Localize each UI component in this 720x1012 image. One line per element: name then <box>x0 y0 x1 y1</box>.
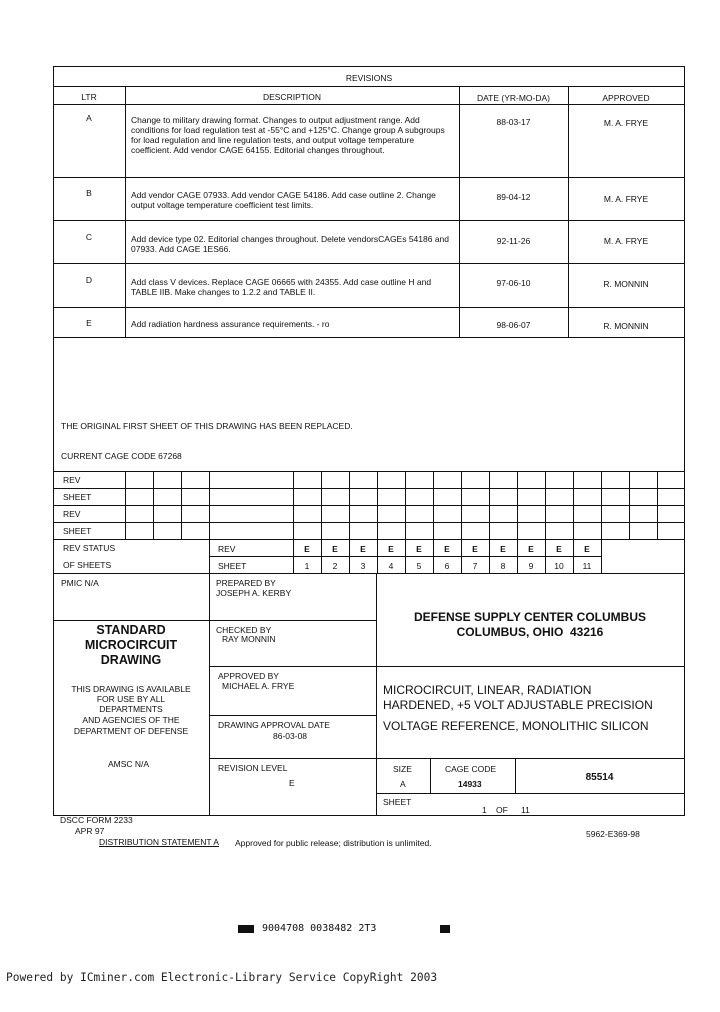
sheet-number-cell: 9 <box>528 561 534 571</box>
sheet-number-cell: 5 <box>416 561 422 571</box>
rev-status-cell: E <box>528 544 534 554</box>
sheet-number-cell: 10 <box>554 561 564 571</box>
sheet-label: SHEET <box>383 797 412 807</box>
of-sheets-label: OF SHEETS <box>63 560 112 570</box>
revision-level-label: REVISION LEVEL <box>218 763 288 773</box>
revision-ltr: C <box>85 232 93 242</box>
availability-line: FOR USE BY ALL <box>96 694 166 704</box>
rev-status-cell: E <box>556 544 562 554</box>
revision-description: Add radiation hardness assurance requirements. - ro <box>131 319 330 329</box>
revision-ltr: D <box>85 275 93 285</box>
microcircuit-line: MICROCIRCUIT <box>84 638 178 652</box>
availability-line: DEPARTMENTS <box>99 704 163 714</box>
sheet-number-cell: 8 <box>500 561 506 571</box>
col-date-header: DATE (YR-MO-DA) <box>476 93 551 103</box>
col-description-header: DESCRIPTION <box>262 92 322 102</box>
col-approved-header: APPROVED <box>602 93 650 103</box>
approved-by-name: MICHAEL A. FRYE <box>222 681 295 691</box>
revisions-title: REVISIONS <box>345 73 393 83</box>
drawing-title-line: VOLTAGE REFERENCE, MONOLITHIC SILICON <box>383 719 649 733</box>
dscc-address: COLUMBUS, OHIO 43216 <box>456 625 604 639</box>
revision-description: Add vendor CAGE 07933. Add vendor CAGE 54186. Add case outline 2. Change output voltage temperature coefficient test limits. <box>131 190 436 210</box>
revision-level-value: E <box>289 778 295 788</box>
revision-description: Add device type 02. Editorial changes throughout. Delete vendorsCAGEs 54186 and 07933. Add CAGE 1ES66. <box>131 234 450 254</box>
rev-status-cell: E <box>500 544 506 554</box>
sheet-value: 1 <box>482 805 487 815</box>
powered-by-watermark: Powered by ICminer.com Electronic-Library Service CopyRight 2003 <box>6 971 438 984</box>
revision-date: 89-04-12 <box>496 192 531 202</box>
rev-status-cell: E <box>332 544 338 554</box>
rev-status-cell: E <box>304 544 310 554</box>
availability-line: AND AGENCIES OF THE <box>82 715 180 725</box>
size-label: SIZE <box>393 764 412 774</box>
col-ltr-header: LTR <box>81 92 97 102</box>
prepared-by-name: JOSEPH A. KERBY <box>216 588 292 598</box>
revision-description: Add class V devices. Replace CAGE 06665 with 24355. Add case outline H and TABLE IIB. Make changes to 1.2.2 and TABLE II. <box>131 277 432 297</box>
of-label: OF <box>496 805 508 815</box>
revision-date: 97-06-10 <box>496 278 531 288</box>
drawing-title-line: MICROCIRCUIT, LINEAR, RADIATION <box>383 683 592 697</box>
replaced-note: THE ORIGINAL FIRST SHEET OF THIS DRAWING HAS BEEN REPLACED. <box>61 421 353 431</box>
revision-date: 98-06-07 <box>496 320 531 330</box>
form-date: APR 97 <box>75 826 105 836</box>
pmic-label: PMIC N/A <box>61 578 99 588</box>
sheet-number-cell: 4 <box>388 561 394 571</box>
approved-by-label: APPROVED BY <box>218 671 279 681</box>
drawing-title-line: HARDENED, +5 VOLT ADJUSTABLE PRECISION <box>383 698 653 712</box>
form-number: DSCC FORM 2233 <box>60 815 133 825</box>
revision-approved: M. A. FRYE <box>603 236 649 246</box>
cage-code-value: 14933 <box>458 779 482 789</box>
drawing-line: DRAWING <box>100 653 162 667</box>
cage-code-label: CAGE CODE <box>445 764 497 774</box>
availability-line: DEPARTMENT OF DEFENSE <box>73 726 189 736</box>
lower-rev-label: REV <box>63 509 81 519</box>
distribution-text: Approved for public release; distribution is unlimited. <box>235 838 432 848</box>
revision-approved: M. A. FRYE <box>603 194 649 204</box>
barcode-mark-right <box>440 925 450 933</box>
barcode-text: 9004708 0038482 2T3 <box>262 923 377 934</box>
revision-approved: R. MONNIN <box>603 321 649 331</box>
document-number: 5962-E369-98 <box>586 829 640 839</box>
sheet-number-cell: 11 <box>582 561 592 571</box>
dscc-name: DEFENSE SUPPLY CENTER COLUMBUS <box>413 610 647 624</box>
of-total-value: 11 <box>521 805 530 815</box>
sheet-number-cell: 6 <box>444 561 450 571</box>
approval-date-label: DRAWING APPROVAL DATE <box>218 720 330 730</box>
revision-ltr: A <box>86 113 92 123</box>
rev-status-cell: E <box>444 544 450 554</box>
rev-status-cell: E <box>584 544 590 554</box>
barcode-mark-left <box>238 925 254 933</box>
rev-status-cell: E <box>472 544 478 554</box>
revision-ltr: B <box>86 188 92 198</box>
revision-date: 88-03-17 <box>496 117 531 127</box>
drawing-number: 85514 <box>585 772 614 783</box>
approval-date-value: 86-03-08 <box>273 731 308 741</box>
sheet-number-cell: 7 <box>472 561 478 571</box>
rev-status-cell: E <box>416 544 422 554</box>
revision-approved: R. MONNIN <box>603 279 649 289</box>
rev-status-label: REV STATUS <box>63 543 116 553</box>
status-rev-label: REV <box>218 544 236 554</box>
current-cage-note: CURRENT CAGE CODE 67268 <box>61 451 182 461</box>
prepared-by-label: PREPARED BY <box>216 578 276 588</box>
revision-approved: M. A. FRYE <box>603 118 649 128</box>
revision-ltr: E <box>86 318 92 328</box>
upper-sheet-label: SHEET <box>63 492 92 502</box>
revision-description: Change to military drawing format. Changes to output adjustment range. Add conditions for load regulation test at -55°C and +125°C. Change group A subgroups for load regulation and line regulation tests, and output voltage temperature coefficient. Add vendor CAGE 64155. Editorial changes throughout. <box>131 115 445 155</box>
lower-sheet-label: SHEET <box>63 526 92 536</box>
rev-status-cell: E <box>360 544 366 554</box>
sheet-number-cell: 1 <box>304 561 310 571</box>
revision-date: 92-11-26 <box>496 236 531 246</box>
standard-line: STANDARD <box>96 623 166 637</box>
status-sheet-label: SHEET <box>218 561 247 571</box>
distribution-label: DISTRIBUTION STATEMENT A <box>99 837 219 847</box>
checked-by-name: RAY MONNIN <box>222 634 276 644</box>
sheet-number-cell: 2 <box>332 561 338 571</box>
size-value: A <box>400 779 406 789</box>
availability-line: THIS DRAWING IS AVAILABLE <box>71 684 191 694</box>
upper-rev-label: REV <box>63 475 81 485</box>
sheet-number-cell: 3 <box>360 561 366 571</box>
amsc-label: AMSC N/A <box>108 759 150 769</box>
rev-status-cell: E <box>388 544 394 554</box>
checked-by-label: CHECKED BY <box>216 625 272 635</box>
